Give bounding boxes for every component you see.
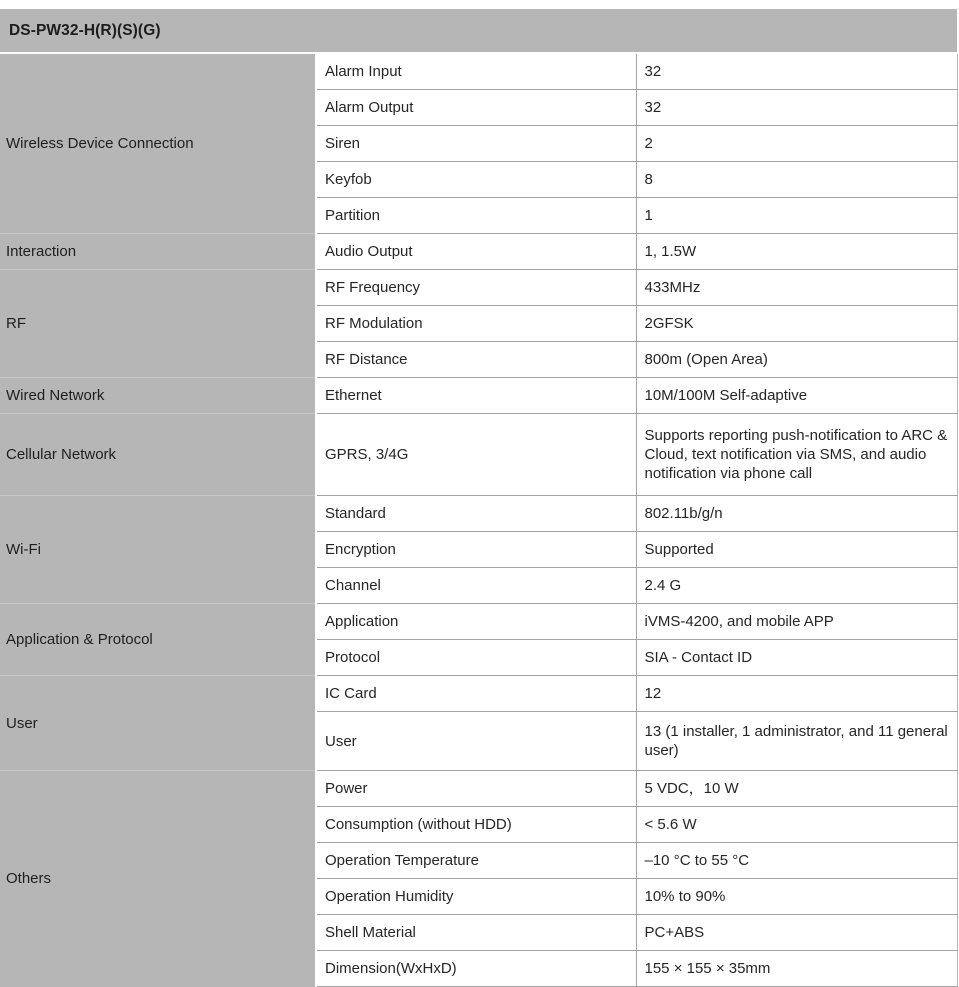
table-row <box>0 771 957 807</box>
property-cell: Keyfob <box>316 162 636 198</box>
table-row <box>0 676 957 712</box>
category-cell: Cellular Network <box>0 414 316 496</box>
property-cell: Application <box>316 604 636 640</box>
property-cell: Power <box>316 771 636 807</box>
value-cell: 2GFSK <box>636 306 957 342</box>
value-cell: 433MHz <box>636 270 957 306</box>
property-cell: Protocol <box>316 640 636 676</box>
value-cell: 12 <box>636 676 957 712</box>
value-cell: < 5.6 W <box>636 807 957 843</box>
property-cell: RF Modulation <box>316 306 636 342</box>
category-cell: User <box>0 676 316 771</box>
property-cell: RF Frequency <box>316 270 636 306</box>
value-cell: Supports reporting push-notification to ARC & Cloud, text notification via SMS, and audio notification via phone call <box>636 414 957 496</box>
model-title: DS-PW32-H(R)(S)(G) <box>9 21 161 39</box>
property-cell: Alarm Input <box>316 54 636 90</box>
value-cell: 8 <box>636 162 957 198</box>
table-row <box>0 54 957 90</box>
value-cell: –10 °C to 55 °C <box>636 843 957 879</box>
value-cell: 1 <box>636 198 957 234</box>
category-cell: Others <box>0 771 316 987</box>
category-cell: Wired Network <box>0 378 316 414</box>
category-cell: RF <box>0 270 316 378</box>
value-cell: 800m (Open Area) <box>636 342 957 378</box>
property-cell: Partition <box>316 198 636 234</box>
property-cell: Operation Temperature <box>316 843 636 879</box>
value-cell: PC+ABS <box>636 915 957 951</box>
value-cell: iVMS-4200, and mobile APP <box>636 604 957 640</box>
value-cell: 32 <box>636 90 957 126</box>
property-cell: Alarm Output <box>316 90 636 126</box>
value-cell: Supported <box>636 532 957 568</box>
table-row <box>0 270 957 306</box>
property-cell: Standard <box>316 496 636 532</box>
model-header <box>0 9 957 52</box>
table-row <box>0 496 957 532</box>
table-row <box>0 234 957 270</box>
table-row <box>0 604 957 640</box>
value-cell: 10% to 90% <box>636 879 957 915</box>
table-row <box>0 378 957 414</box>
property-cell: Shell Material <box>316 915 636 951</box>
value-cell: 2.4 G <box>636 568 957 604</box>
table-row <box>0 414 957 496</box>
value-cell: 32 <box>636 54 957 90</box>
category-cell: Application & Protocol <box>0 604 316 676</box>
value-cell: 13 (1 installer, 1 administrator, and 11 general user) <box>636 712 957 771</box>
value-cell: SIA - Contact ID <box>636 640 957 676</box>
property-cell: IC Card <box>316 676 636 712</box>
property-cell: Channel <box>316 568 636 604</box>
category-cell: Wi-Fi <box>0 496 316 604</box>
property-cell: User <box>316 712 636 771</box>
property-cell: GPRS, 3/4G <box>316 414 636 496</box>
property-cell: Consumption (without HDD) <box>316 807 636 843</box>
value-cell: 802.11b/g/n <box>636 496 957 532</box>
property-cell: Audio Output <box>316 234 636 270</box>
category-cell: Interaction <box>0 234 316 270</box>
value-cell: 5 VDC，10 W <box>636 771 957 807</box>
value-cell: 155 × 155 × 35mm <box>636 951 957 987</box>
value-cell: 1, 1.5W <box>636 234 957 270</box>
property-cell: Ethernet <box>316 378 636 414</box>
property-cell: Siren <box>316 126 636 162</box>
value-cell: 2 <box>636 126 957 162</box>
property-cell: Dimension(WxHxD) <box>316 951 636 987</box>
category-cell: Wireless Device Connection <box>0 54 316 234</box>
property-cell: Operation Humidity <box>316 879 636 915</box>
spec-table <box>0 54 958 987</box>
value-cell: 10M/100M Self-adaptive <box>636 378 957 414</box>
property-cell: Encryption <box>316 532 636 568</box>
property-cell: RF Distance <box>316 342 636 378</box>
